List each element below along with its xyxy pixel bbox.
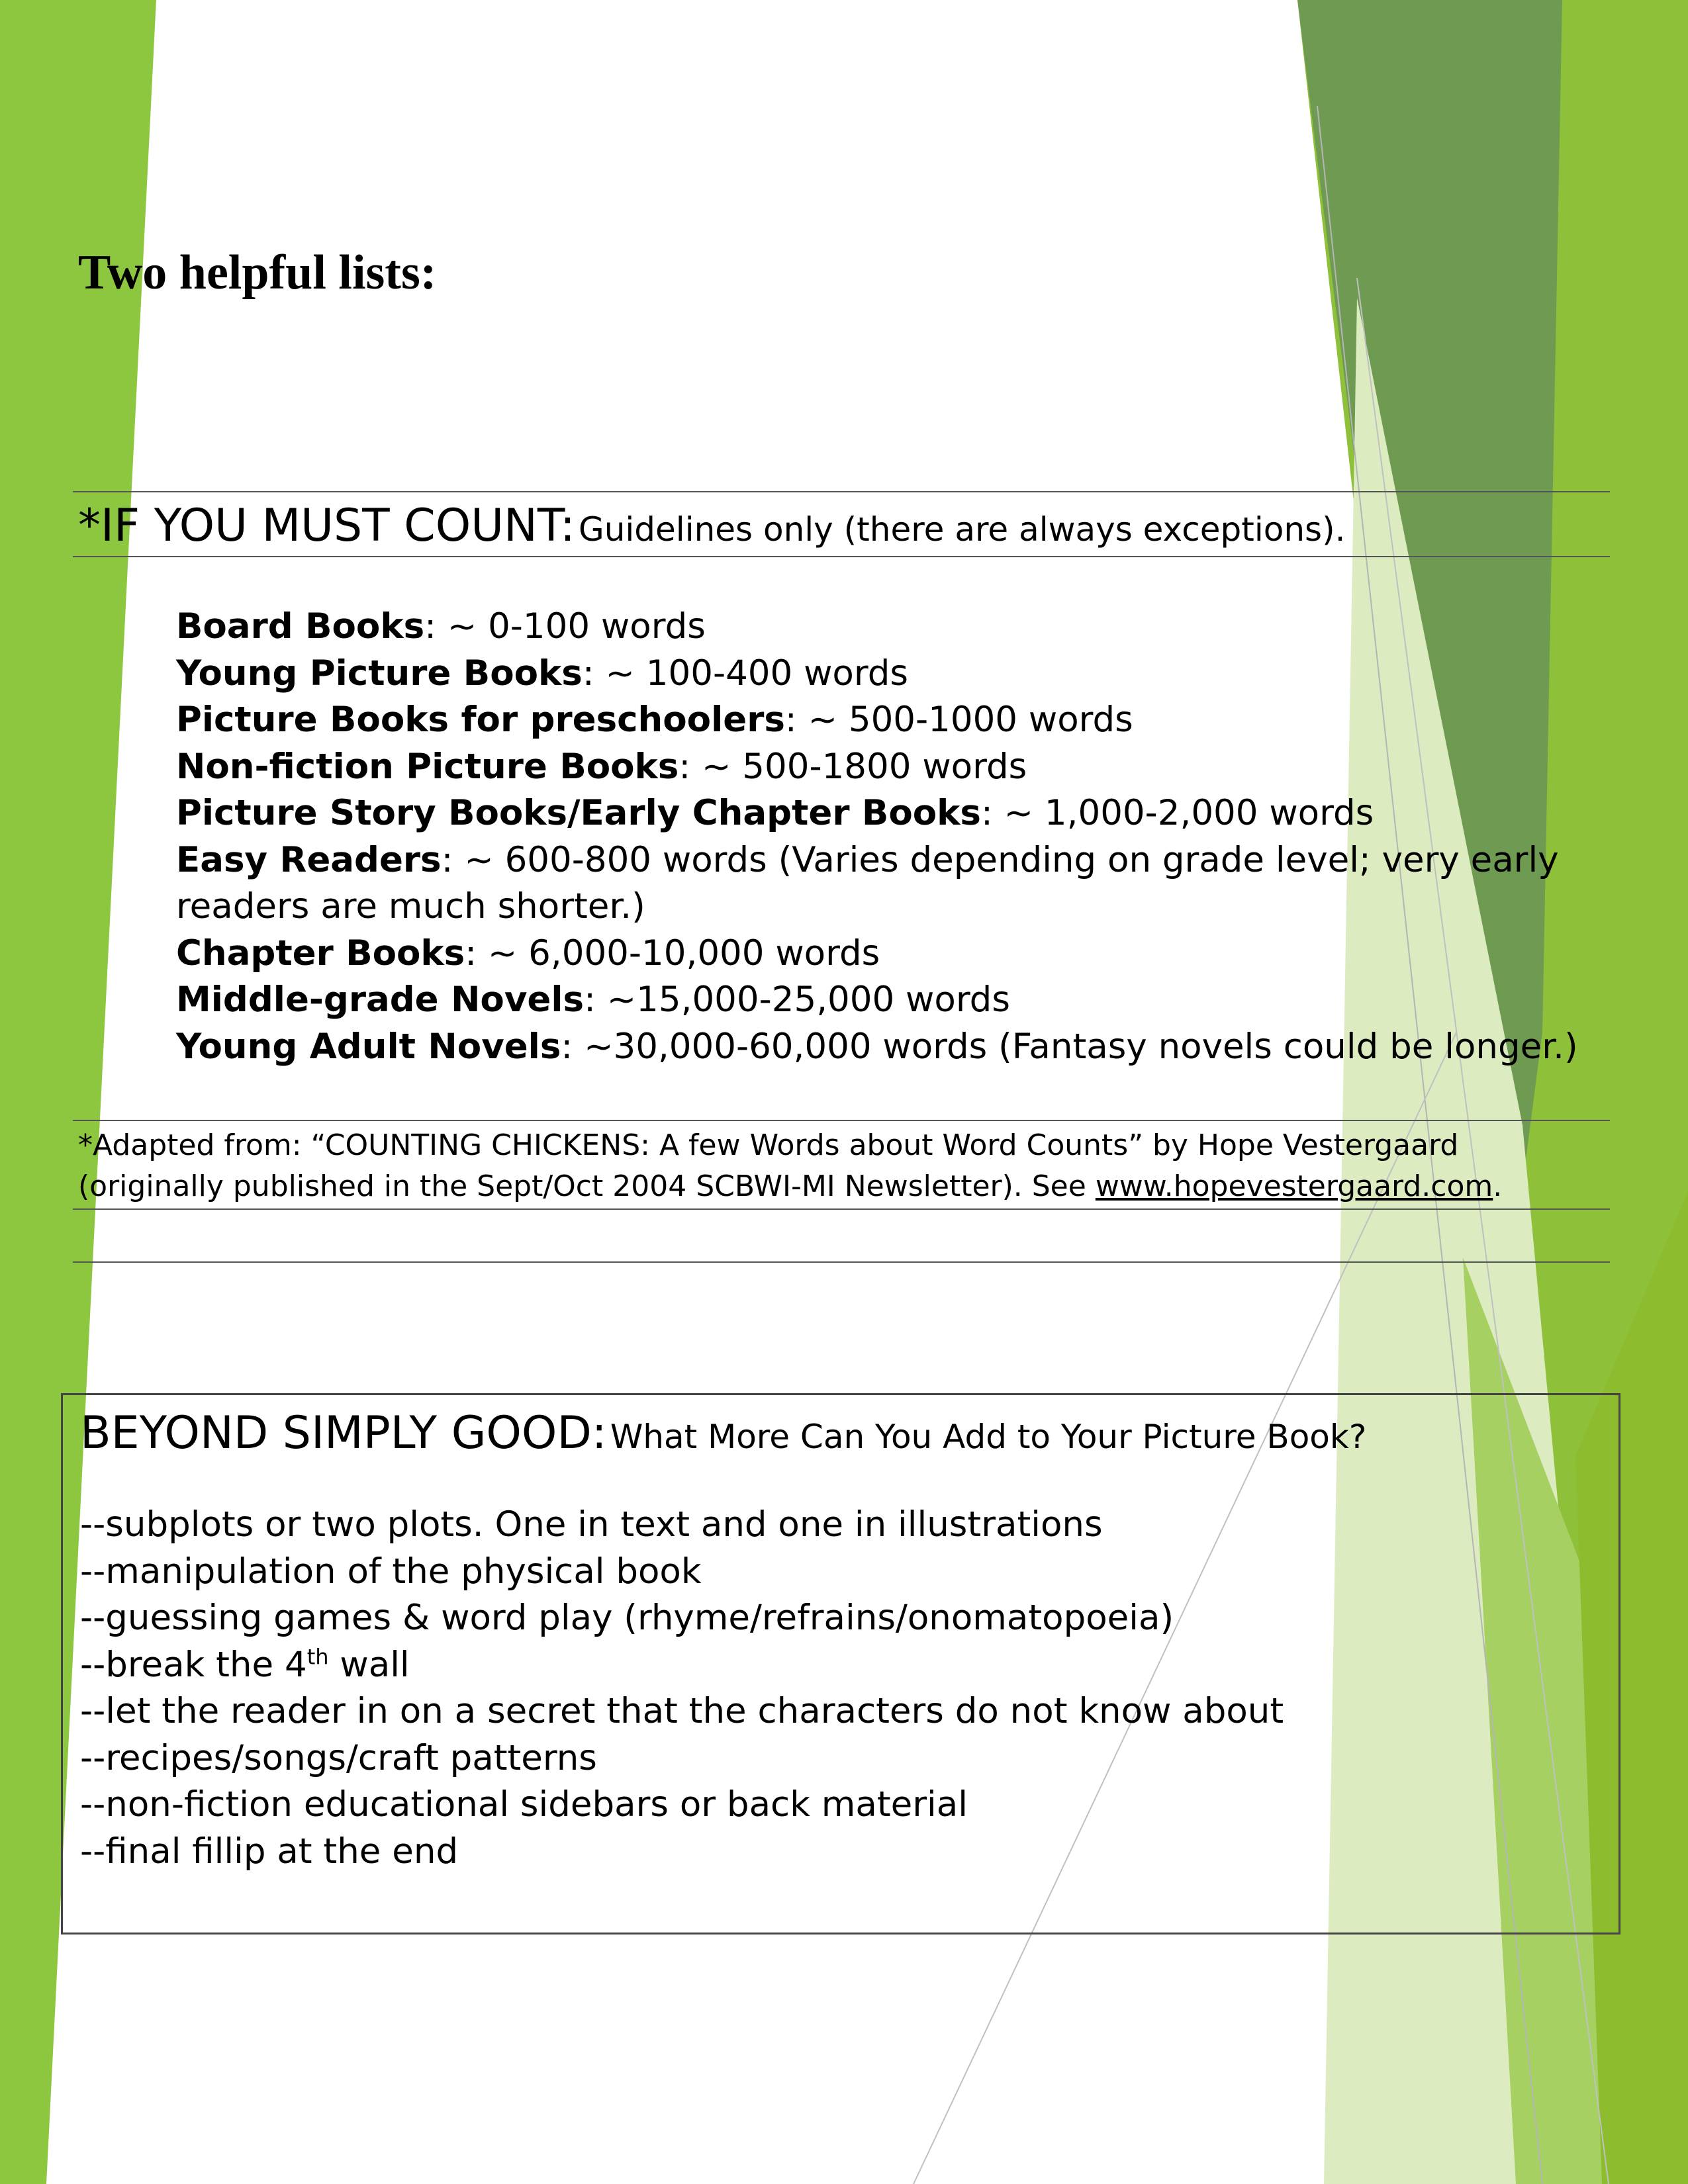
source-note-end: . xyxy=(1493,1169,1503,1203)
list-item xyxy=(176,604,1599,651)
list-item xyxy=(176,744,1599,791)
category-value: : ~ 1,000-2,000 words xyxy=(980,793,1374,833)
beyond-title xyxy=(80,1407,1618,1459)
list-item xyxy=(176,651,1599,698)
category-label: Middle-grade Novels xyxy=(176,979,585,1020)
superscript: th xyxy=(306,1643,329,1669)
category-value: : ~ 0-100 words xyxy=(424,606,706,647)
category-value: : ~ 500-1800 words xyxy=(679,746,1027,787)
category-value: : ~30,000-60,000 words (Fantasy novels could be longer.) xyxy=(561,1026,1578,1067)
list-item: --recipes/songs/craft patterns xyxy=(80,1737,597,1778)
beyond-title-main: BEYOND SIMPLY GOOD: xyxy=(80,1407,607,1459)
category-label: Board Books xyxy=(176,606,425,647)
category-label: Easy Readers xyxy=(176,839,442,880)
list-item xyxy=(176,697,1599,744)
divider-line xyxy=(73,1261,1610,1263)
word-count-list xyxy=(176,604,1599,1070)
word-count-title xyxy=(78,500,1345,552)
list-item: --let the reader in on a secret that the characters do not know about xyxy=(80,1691,1284,1731)
list-item xyxy=(80,1642,1618,1689)
list-item: --non-fiction educational sidebars or back material xyxy=(80,1784,968,1825)
category-label: Non-fiction Picture Books xyxy=(176,746,679,787)
category-value: : ~15,000-25,000 words xyxy=(584,979,1010,1020)
category-label: Picture Story Books/Early Chapter Books xyxy=(176,793,981,833)
divider-line xyxy=(73,491,1610,492)
source-link[interactable]: www.hopevestergaard.com xyxy=(1095,1169,1493,1203)
beyond-subtitle: What More Can You Add to Your Picture Book? xyxy=(610,1418,1367,1456)
word-count-subtitle: Guidelines only (there are always exceptions). xyxy=(578,510,1346,549)
list-item xyxy=(176,1024,1599,1071)
page-heading: Two helpful lists: xyxy=(78,246,437,300)
category-value: : ~ 500-1000 words xyxy=(784,700,1133,740)
category-value: : ~ 6,000-10,000 words xyxy=(465,933,880,974)
list-item: --guessing games & word play (rhyme/refrains/onomatopoeia) xyxy=(80,1598,1174,1638)
list-item-text-end: wall xyxy=(328,1644,410,1685)
list-item-text: --break the 4 xyxy=(80,1644,307,1685)
beyond-simply-good-box xyxy=(61,1393,1620,1934)
beyond-list xyxy=(80,1502,1618,1875)
category-label: Young Picture Books xyxy=(176,653,583,694)
list-item xyxy=(176,977,1599,1024)
divider-line xyxy=(73,1208,1610,1210)
source-note xyxy=(78,1125,1594,1207)
list-item xyxy=(176,837,1599,931)
list-item: --subplots or two plots. One in text and one in illustrations xyxy=(80,1504,1103,1545)
word-count-title-main: *IF YOU MUST COUNT: xyxy=(78,500,575,552)
category-label: Chapter Books xyxy=(176,933,465,974)
category-value: : ~ 100-400 words xyxy=(582,653,908,694)
source-note-text: *Adapted from: “COUNTING CHICKENS: A few Words about Word Counts” by Hope Vestergaard (originally published in the Sept/Oct 2004 SCBWI-MI Newsletter). See xyxy=(78,1128,1459,1203)
divider-line xyxy=(73,556,1610,557)
list-item: --manipulation of the physical book xyxy=(80,1551,702,1592)
category-value: : ~ 600-800 words (Varies depending on grade level; very early readers are much shorter.) xyxy=(176,839,1559,927)
divider-line xyxy=(73,1120,1610,1121)
category-label: Picture Books for preschoolers xyxy=(176,700,785,740)
list-item xyxy=(176,931,1599,978)
category-label: Young Adult Novels xyxy=(176,1026,561,1067)
list-item: --final fillip at the end xyxy=(80,1831,459,1872)
list-item xyxy=(176,790,1599,837)
